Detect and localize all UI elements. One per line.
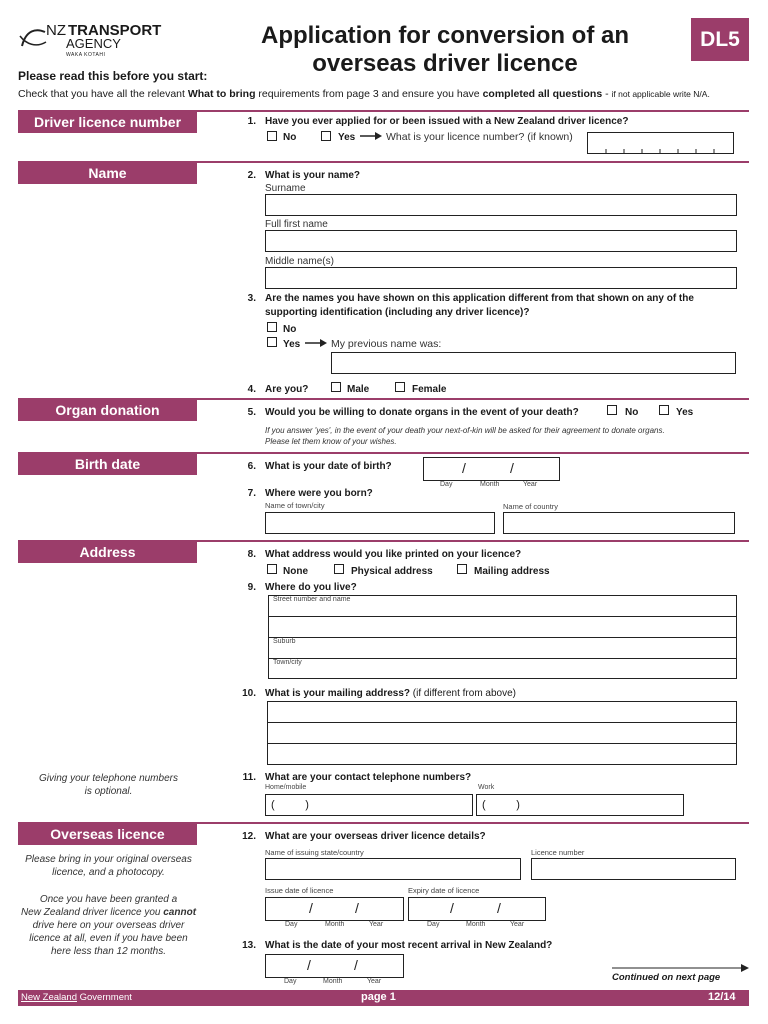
q2-question: What is your name?: [265, 170, 361, 181]
q8-question: What address would you like printed on your licence?: [265, 549, 522, 560]
address-mailing-label: Mailing address: [474, 566, 550, 577]
date-separator: /: [462, 460, 466, 476]
birth-day-label: Day: [440, 481, 453, 488]
q3-yes-label: Yes: [283, 339, 301, 350]
q13-question: What is the date of your most recent arrival in New Zealand?: [265, 940, 553, 951]
address-physical-label: Physical address: [351, 566, 433, 577]
arrival-month-label: Month: [323, 978, 343, 985]
section-birth-date: Birth date: [18, 452, 197, 475]
home-phone-input[interactable]: [265, 794, 473, 816]
surname-label: Surname: [265, 183, 306, 194]
expiry-month-label: Month: [466, 921, 486, 928]
date-separator: /: [307, 957, 311, 973]
area-code-parens: ( ): [482, 799, 520, 811]
q12-number: 12.: [242, 831, 256, 842]
home-phone-label: Home/mobile: [265, 784, 307, 791]
section-rule: [197, 161, 749, 163]
date-separator: /: [354, 957, 358, 973]
q3-no-checkbox[interactable]: [267, 322, 277, 332]
middle-name-input[interactable]: [265, 267, 737, 289]
middle-name-label: Middle name(s): [265, 256, 334, 267]
mailing-input-line1[interactable]: [267, 702, 737, 722]
q3-number: 3.: [247, 293, 256, 304]
section-name: Name: [18, 161, 197, 184]
form-code-badge: [691, 18, 749, 61]
q3-question-line1: Are the names you have shown on this application different from that shown on any of the: [265, 293, 694, 304]
date-separator: /: [355, 900, 359, 916]
overseas-side-note: Please bring in your original overseas licence, and a photocopy. Once you have been granted a New Zealand driver licence you cannot drive here on your overseas driver licence at all, even if you have been here less than 12 months.: [20, 854, 197, 957]
birth-town-input[interactable]: [265, 512, 495, 534]
q1-question: Have you ever applied for or been issued with a New Zealand driver licence?: [265, 116, 629, 127]
continued-note: Continued on next page: [612, 972, 721, 983]
nzta-logo: [18, 22, 163, 66]
first-name-input[interactable]: [265, 230, 737, 252]
section-address: Address: [18, 540, 197, 563]
q12-question: What are your overseas driver licence details?: [265, 831, 486, 842]
area-code-parens: ( ): [271, 799, 309, 811]
q5-yes-checkbox[interactable]: [659, 405, 669, 415]
q5-no-label: No: [625, 407, 639, 418]
q8-number: 8.: [247, 549, 256, 560]
q5-note-line2: Please let them know of your wishes.: [265, 437, 397, 446]
work-phone-input[interactable]: [476, 794, 684, 816]
section-organ-donation: Organ donation: [18, 398, 197, 421]
birth-date-input[interactable]: [423, 457, 560, 481]
section-overseas-licence: Overseas licence: [18, 822, 197, 845]
birth-country-input[interactable]: [503, 512, 735, 534]
q10-question: What is your mailing address? (if different from above): [265, 688, 517, 699]
q9-question: Where do you live?: [265, 582, 357, 593]
date-separator: /: [450, 900, 454, 916]
work-phone-label: Work: [478, 784, 495, 791]
issue-month-label: Month: [325, 921, 345, 928]
street-label: Street number and name: [273, 596, 351, 603]
mailing-input-line2[interactable]: [267, 723, 737, 743]
page-number: page 1: [361, 991, 396, 1003]
expiry-year-label: Year: [510, 921, 525, 928]
overseas-licence-number-label: Licence number: [531, 848, 585, 857]
street-input[interactable]: [268, 605, 737, 616]
q3-yes-checkbox[interactable]: [267, 337, 277, 347]
town-label: Town/city: [273, 659, 302, 666]
section-rule: [197, 398, 749, 400]
section-licence-number: Driver licence number: [18, 110, 197, 133]
nz-government-logo: New Zealand Government: [21, 992, 132, 1003]
q9-number: 9.: [247, 582, 256, 593]
q1-no-checkbox[interactable]: [267, 131, 277, 141]
q3-follow-label: My previous name was:: [331, 338, 442, 350]
q11-question: What are your contact telephone numbers?: [265, 772, 472, 783]
q4-question: Are you?: [265, 384, 309, 395]
birth-year-label: Year: [523, 481, 538, 488]
nzta-swoosh-icon: [18, 24, 48, 54]
suburb-label: Suburb: [273, 638, 296, 645]
q1-yes-label: Yes: [338, 132, 356, 143]
title-line1: Application for conversion of an: [260, 22, 630, 49]
digit-ticks: [588, 133, 735, 155]
title-line2: overseas driver licence: [312, 50, 578, 77]
date-separator: /: [497, 900, 501, 916]
q10-number: 10.: [242, 688, 256, 699]
male-checkbox[interactable]: [331, 382, 341, 392]
suburb-input[interactable]: [268, 646, 737, 657]
q4-number: 4.: [247, 384, 256, 395]
form-date: 12/14: [708, 991, 736, 1003]
address-mailing-checkbox[interactable]: [457, 564, 467, 574]
surname-input[interactable]: [265, 194, 737, 216]
address-physical-checkbox[interactable]: [334, 564, 344, 574]
town-input[interactable]: [268, 667, 737, 679]
arrow-right-icon: [360, 131, 382, 141]
male-label: Male: [347, 384, 370, 395]
mailing-input-line3[interactable]: [267, 744, 737, 764]
q3-no-label: No: [283, 324, 297, 335]
date-separator: /: [309, 900, 313, 916]
q5-number: 5.: [247, 407, 256, 418]
q1-no-label: No: [283, 132, 297, 143]
q5-question: Would you be willing to donate organs in the event of your death?: [265, 407, 579, 418]
read-before-heading: Please read this before you start:: [18, 69, 208, 83]
q6-question: What is your date of birth?: [265, 461, 392, 472]
address-none-checkbox[interactable]: [267, 564, 277, 574]
continue-arrow-icon: [612, 964, 750, 972]
issue-day-label: Day: [285, 921, 298, 928]
female-label: Female: [412, 384, 447, 395]
issuing-state-label: Name of issuing state/country: [265, 848, 364, 857]
q1-number: 1.: [247, 116, 256, 127]
arrow-right-icon: [305, 338, 327, 348]
q13-number: 13.: [242, 940, 256, 951]
intro-text: Check that you have all the relevant What to bring requirements from page 3 and ensure you have completed all questions - if not applicable write N/A.: [18, 88, 710, 100]
address-none-label: None: [283, 566, 308, 577]
first-name-label: Full first name: [265, 219, 328, 230]
logo-line2: AGENCY: [66, 36, 121, 51]
section-rule: [197, 452, 749, 454]
q5-no-checkbox[interactable]: [607, 405, 617, 415]
q5-yes-label: Yes: [676, 407, 694, 418]
street-input-line2[interactable]: [268, 617, 737, 637]
female-checkbox[interactable]: [395, 382, 405, 392]
q3-question-line2: supporting identification (including any driver licence)?: [265, 307, 530, 318]
logo-line1: TRANSPORT: [68, 22, 162, 39]
q6-number: 6.: [247, 461, 256, 472]
issuing-state-input[interactable]: [265, 858, 521, 880]
birth-month-label: Month: [480, 481, 500, 488]
issue-year-label: Year: [369, 921, 384, 928]
address-divider: [268, 658, 737, 659]
expiry-date-label: Expiry date of licence: [408, 886, 480, 895]
q1-yes-checkbox[interactable]: [321, 131, 331, 141]
q1-licence-number-input[interactable]: [587, 132, 734, 154]
section-rule: [197, 540, 749, 542]
form-code: DL5: [700, 27, 740, 51]
overseas-licence-number-input[interactable]: [531, 858, 736, 880]
logo-sub: WAKA KOTAHI: [66, 52, 106, 58]
section-rule: [197, 110, 749, 112]
arrival-day-label: Day: [284, 978, 297, 985]
birth-town-label: Name of town/city: [265, 501, 325, 510]
form-title: [230, 22, 660, 78]
birth-country-label: Name of country: [503, 502, 559, 511]
expiry-day-label: Day: [427, 921, 440, 928]
q7-question: Where were you born?: [265, 488, 373, 499]
issue-date-label: Issue date of licence: [265, 886, 334, 895]
q11-number: 11.: [242, 772, 256, 783]
q7-number: 7.: [247, 488, 256, 499]
footer-bar: [18, 990, 749, 1006]
q2-number: 2.: [247, 170, 256, 181]
q1-follow-label: What is your licence number? (if known): [386, 131, 573, 143]
phone-side-note: Giving your telephone numbers is optional.: [39, 773, 178, 797]
logo-nz: NZ: [46, 22, 66, 39]
arrival-date-input[interactable]: [265, 954, 404, 978]
previous-name-input[interactable]: [331, 352, 736, 374]
date-separator: /: [510, 460, 514, 476]
arrival-year-label: Year: [367, 978, 382, 985]
section-rule: [197, 822, 749, 824]
q5-note-line1: If you answer 'yes', in the event of your death your next-of-kin will be asked for their agreement to donate organs.: [265, 426, 665, 435]
issue-date-input[interactable]: [265, 897, 404, 921]
address-divider: [268, 637, 737, 638]
expiry-date-input[interactable]: [408, 897, 546, 921]
